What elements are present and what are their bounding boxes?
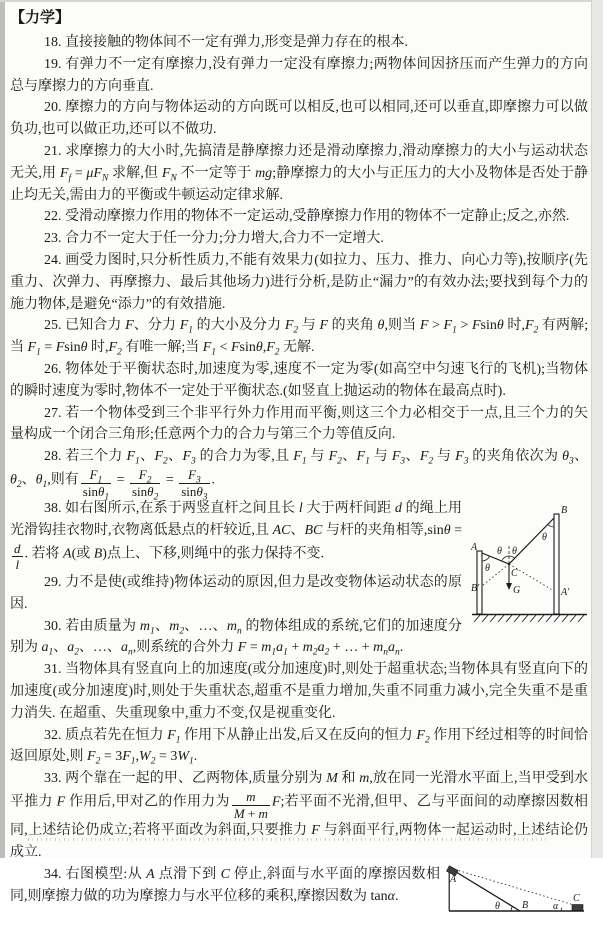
item-32: 32. 质点若先在恒力 $F_1$ 作用下从静止出发,后又在反向的恒力 $F_2$ 作用下经过相等的时间恰返回原处,则 $F_2 = 3F_1,W_2 = 3W_1$.: [10, 727, 589, 767]
math-var: m: [261, 640, 272, 656]
item-24: 24. 画受力图时,只分析性质力,不能有效果力(如拉力、压力、推力、向心力等),按顺序(先重力、次弹力、再摩擦力、最后其他场力)进行分析,是防止“漏力”的有效办法;要找到每个力的施力物体,是避免“添力”的有效措施.: [10, 252, 588, 312]
math-subscript: 1: [104, 492, 110, 503]
math-var: θ: [97, 483, 105, 499]
math-var: B: [93, 546, 103, 562]
math-var: θ: [562, 449, 570, 465]
math-subscript: 2: [274, 347, 280, 358]
math-subscript: 2: [163, 456, 168, 467]
math-var: F: [455, 449, 464, 465]
math-var: A: [63, 546, 72, 562]
math-subscript: 2: [74, 647, 79, 658]
math-var: F: [89, 466, 98, 482]
math-subscript: 2: [337, 456, 342, 467]
math-subscript: 1: [36, 347, 41, 358]
math-var: F: [126, 449, 136, 465]
math-subscript: 1: [211, 347, 217, 358]
math-var: θ: [196, 483, 203, 499]
math-var: F: [356, 449, 366, 465]
math-var: a: [121, 640, 128, 656]
math-subscript: 2: [153, 492, 159, 503]
math-subscript: 2: [16, 480, 22, 491]
label-A: A: [450, 873, 457, 885]
math-var: F: [202, 340, 212, 356]
math-var: m: [246, 789, 256, 805]
incline-svg: [448, 867, 588, 927]
math-var: F: [27, 340, 37, 356]
math-var: F: [271, 794, 281, 810]
math-subscript: n: [128, 647, 133, 658]
math-subscript: 2: [146, 475, 152, 486]
math-subscript: 2: [424, 735, 430, 746]
math-var: m: [373, 640, 384, 656]
math-var: m: [139, 618, 151, 634]
label-A: A: [471, 542, 478, 554]
dotted-path-AC: [455, 869, 574, 905]
math-var: m: [302, 640, 313, 656]
math-var: M: [233, 805, 245, 821]
angle-arc-C-left: [502, 556, 509, 561]
item-23: 23. 合力不一定大于任一分力;分力增大,合力不一定增大.: [44, 231, 384, 247]
section-title: 【力学】: [10, 10, 71, 26]
math-var: F: [419, 449, 429, 465]
item-33: 33. 两个靠在一起的甲、乙两物体,质量分别为 M 和 m,放在同一光滑水平面上,当甲受到水平推力 F 作用后,甲对乙的作用力为 $\frac{m}{M + m}$ F;若平面不光滑,但甲、乙与平面间的动摩擦因数相同,上述结论仍成立;若将平面改为斜面,只要推力 F 与斜面平行,两物体一起运动时,上述结论仍成立.: [10, 771, 589, 861]
math-var: m: [258, 805, 268, 821]
math-subscript: 3: [463, 456, 469, 467]
math-var: m: [359, 771, 370, 787]
incline-line: [452, 869, 520, 911]
math-var: θ: [35, 472, 43, 488]
item-19: 19. 有弹力不一定有摩擦力,没有弹力一定没有摩擦力;两物体间因挤压而产生弹力的方向总与摩擦力的方向垂直.: [10, 56, 588, 94]
math-var: W: [177, 749, 190, 765]
math-var: F: [230, 340, 240, 356]
label-alpha: α: [553, 900, 559, 912]
math-subscript: 3: [191, 456, 196, 467]
math-subscript: n: [383, 647, 389, 658]
math-subscript: 1: [301, 456, 307, 467]
item-30: 30. 若由质量为 $m_1$、$m_2$、…、$m_n$ 的物体组成的系统,它们的加速度分别为 $a_1$、$a_2$、…、$a_n$,则系统的合外力 $F = m_1a_1 + m_2a_2$ + … + $m_na_n$.: [10, 618, 463, 658]
math-fraction: $\frac{F_2}{\sin\theta_2}$: [132, 466, 159, 503]
math-var: d: [14, 540, 21, 556]
figure-incline-diagram: [448, 867, 588, 927]
math-var: F: [125, 318, 134, 334]
scan-edge-right: [591, 0, 603, 858]
math-subscript: 1: [188, 325, 194, 336]
math-subscript: 1: [135, 456, 140, 467]
math-var: θ: [80, 340, 88, 356]
math-var: a: [276, 640, 284, 656]
math-fraction: $\frac{m}{M + m}$: [233, 789, 268, 821]
scan-edge-top: [0, 0, 603, 2]
math-var: F: [161, 165, 171, 181]
angle-arc-A: [482, 556, 490, 561]
math-var: α: [387, 888, 395, 904]
math-subscript: 1: [175, 735, 181, 746]
item-21: 21. 求摩擦力的大小时,先搞清是静摩擦力还是滑动摩擦力,滑动摩擦力的大小与运动状态无关,用 $F_f = \mu F_N$ 求解,但 $F_N$ 不一定等于 mg;静摩擦力的大小与正压力的大小及物体是否处于静止均无关,需由力的平衡或牛顿运动定律求解.: [10, 143, 589, 203]
math-var: F: [55, 340, 65, 356]
math-var: F: [108, 340, 118, 356]
math-subscript: 2: [150, 756, 156, 767]
math-subscript: 3: [400, 456, 406, 467]
math-var: A: [146, 866, 155, 882]
math-subscript: 1: [48, 647, 54, 658]
math-subscript: 3: [195, 475, 201, 486]
label-C: C: [511, 568, 518, 580]
math-var: F: [59, 165, 69, 181]
math-var: θ: [255, 340, 263, 356]
item-34: 34. 右图模型:从 A 点滑下到 C 停止,斜面与水平面的摩擦因数相同,则摩擦力做的功为摩擦力与水平位移的乘积,摩擦因数为 tanα.: [10, 866, 441, 904]
math-fraction: $\frac{F_1}{\sin\theta_1}$: [82, 466, 110, 503]
math-var: F: [188, 466, 196, 482]
item-31: 31. 当物体具有竖直向上的加速度(或分加速度)时,则处于超重状态;当物体具有竖直向下的加速度(或分加速度)时,则处于失重状态,超重不是重力增加,失重不同重力减小,完全失重不是重力消失. 在超重、失重现象中,重力不变,仅是视重变化.: [10, 662, 588, 721]
math-subscript: 3: [202, 492, 208, 503]
math-var: F: [524, 318, 534, 334]
math-var: F: [328, 449, 338, 465]
math-subscript: 2: [324, 647, 330, 658]
ground-hatching: [474, 615, 584, 622]
math-var: F: [293, 449, 302, 465]
math-var: C: [220, 866, 230, 882]
math-var: mg: [255, 165, 273, 181]
math-subscript: N: [101, 173, 109, 184]
math-var: m: [226, 618, 238, 634]
item-18: 18. 直接接触的物体间不一定有弹力,形变是弹力存在的根本.: [44, 35, 408, 50]
label-theta-B: θ: [542, 532, 547, 544]
math-subscript: 2: [293, 325, 299, 336]
math-var: a: [317, 640, 325, 656]
math-var: F: [443, 318, 453, 334]
math-var: F: [154, 449, 164, 465]
label-theta-A: θ: [485, 563, 490, 575]
math-var: μF: [86, 165, 102, 181]
math-var: θ: [496, 318, 504, 334]
math-subscript: 2: [117, 347, 122, 358]
math-var: l: [298, 501, 303, 517]
math-fraction: $\frac{F_3}{\sin\theta_3}$: [181, 466, 208, 503]
math-var: F: [471, 318, 481, 334]
item-29: 29. 力不是使(或维持)物体运动的原因,但力是改变物体运动状态的原因.: [10, 575, 462, 612]
math-var: d: [394, 501, 402, 517]
math-subscript: 1: [130, 756, 136, 767]
math-var: F: [266, 340, 275, 356]
math-subscript: 2: [428, 456, 434, 467]
math-var: a: [67, 640, 75, 656]
math-var: θ: [10, 472, 17, 488]
math-subscript: 1: [42, 480, 48, 491]
math-var: l: [15, 557, 20, 573]
math-var: F: [179, 318, 189, 334]
weight-arrowhead: [506, 583, 512, 590]
math-var: F: [419, 318, 429, 334]
label-theta-C-right: θ: [512, 546, 517, 558]
math-subscript: 1: [452, 325, 457, 336]
math-subscript: N: [170, 173, 177, 184]
math-subscript: 1: [283, 647, 288, 658]
math-var: BC: [304, 523, 323, 539]
right-pole: [554, 514, 559, 614]
math-var: θ: [443, 523, 451, 539]
label-A-prime: A′: [561, 587, 570, 599]
math-var: F: [319, 318, 329, 334]
math-var: F: [167, 727, 176, 743]
item-25: 25. 已知合力 F、分力 $F_1$ 的大小及分力 $F_2$ 与 F 的夹角 θ,则当 $F > F_1 > Fsin\theta$ 时$,F_2$ 有两解;当 $F_1 = Fsin\theta$ 时$,F_2$ 有唯一解;当 $F_1 < Fsin\theta,F_2$ 无解.: [10, 318, 589, 358]
math-var: F: [237, 640, 247, 656]
math-var: F: [416, 727, 425, 743]
label-B: B: [561, 505, 568, 517]
math-subscript: 1: [189, 756, 194, 767]
item-38: 38. 如右图所示,在系于两竖直杆之间且长 l 大于两杆间距 d 的绳上用光滑钩挂衣物时,衣物离低悬点的杆较近,且 AC、BC 与杆的夹角相等,sinθ = $\frac{d}{l}$ . 若将 A(或 B)点上、下移,则绳中的张力保持不变.: [10, 501, 463, 573]
math-var: a: [41, 640, 49, 656]
math-subscript: 1: [365, 456, 370, 467]
figure-clothesline-diagram: [470, 500, 588, 626]
math-subscript: 3: [569, 456, 574, 467]
math-var: F: [182, 449, 192, 465]
math-subscript: 1: [150, 626, 155, 637]
label-B-prime: B′: [471, 583, 480, 595]
math-var: F: [87, 749, 96, 765]
document-content: [10, 7, 588, 929]
math-subscript: n: [237, 626, 242, 637]
math-var: m: [169, 618, 180, 634]
label-B: B: [522, 899, 529, 911]
math-var: M: [326, 771, 338, 787]
math-var: F: [138, 466, 147, 482]
clothesline-svg: [470, 500, 588, 626]
math-var: W: [139, 749, 151, 765]
math-var: AC: [272, 523, 291, 539]
math-var: F: [311, 823, 320, 839]
label-C: C: [573, 892, 580, 904]
item-27: 27. 若一个物体受到三个非平行外力作用而平衡,则这三个力必相交于一点,且三个力的矢量构成一个闭合三角形;任意两个力的合力与第三个力等值反向.: [10, 405, 588, 443]
label-G: G: [513, 585, 521, 597]
scan-edge-left: [0, 0, 5, 858]
math-var: θ: [377, 318, 385, 334]
item-28: 28. 若三个力 $F_1$、$F_2$、$F_3$ 的合力为零,且 $F_1$ 与 $F_2$、$F_1$ 与 $F_3$、$F_2$ 与 $F_3$ 的夹角依次为 $\theta_3$、$\theta_2$、$\theta_1$,则有 $\frac{F_1}{\sin\theta_1}$ = $\frac{F_2}{\sin\theta_2}$ = $\frac{F_3}{\sin\theta_3}$ .: [10, 449, 589, 503]
math-subscript: 2: [533, 325, 539, 336]
math-var: F: [284, 318, 294, 334]
math-var: F: [391, 449, 401, 465]
math-var: F: [122, 749, 131, 765]
math-subscript: 1: [271, 647, 277, 658]
item-22: 22. 受滑动摩擦力作用的物体不一定运动,受静摩擦力作用的物体不一定静止;反之,亦然.: [44, 209, 570, 225]
math-subscript: 1: [97, 475, 103, 486]
math-fraction: [12, 542, 23, 572]
angle-arc-B: [548, 525, 554, 528]
item-26: 26. 物体处于平衡状态时,加速度为零,速度不一定为零(如高空中匀速飞行的飞机);当物体的瞬时速度为零时,物体不一定处于平衡状态.(如竖直上抛运动的物体在最高点时).: [10, 361, 588, 399]
label-theta-C-left: θ: [497, 546, 502, 558]
math-subscript: 2: [312, 647, 318, 658]
math-subscript: 2: [179, 626, 185, 637]
math-var: a: [388, 640, 396, 656]
block-at-C: [572, 904, 583, 910]
math-subscript: 2: [95, 756, 101, 767]
item-20: 20. 摩擦力的方向与物体运动的方向既可以相反,也可以相同,还可以垂直,即摩擦力可以做负功,也可以做正功,还可以不做功.: [10, 100, 588, 138]
math-subscript: f: [68, 173, 72, 184]
math-subscript: n: [395, 647, 400, 658]
math-var: F: [56, 794, 66, 810]
label-theta: θ: [495, 900, 500, 912]
math-var: θ: [147, 483, 154, 499]
